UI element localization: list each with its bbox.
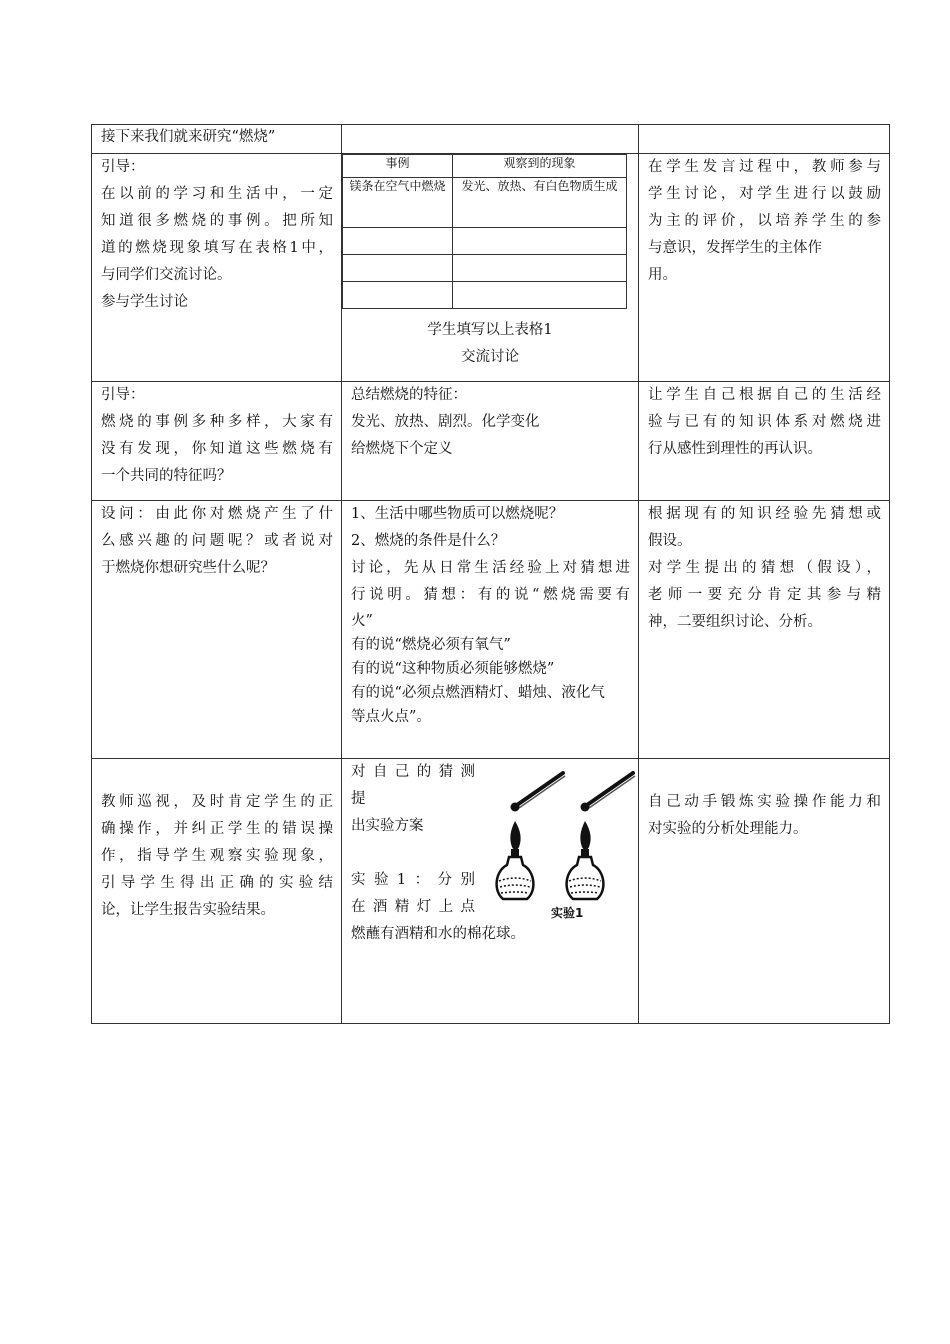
cell-intro xyxy=(92,125,342,154)
text-line: 于燃烧你想研究些什么呢？ xyxy=(101,560,275,576)
text-line: 行从感性到理性的再认识。 xyxy=(648,441,822,457)
cell-design-intent xyxy=(639,759,890,1024)
table-cell xyxy=(453,228,627,255)
text-line: 道的燃烧现象填写在表格1中， xyxy=(101,240,333,256)
cell-teacher-activity xyxy=(92,759,342,1024)
text-line: 在学生发言过程中，教师参与 xyxy=(648,159,881,175)
text-line: 对自己的猜测 xyxy=(351,764,475,780)
text-line: 有的说“这种物质必须能够燃烧” xyxy=(351,661,555,677)
table-1 xyxy=(342,154,627,309)
text-line: 给燃烧下个定义 xyxy=(351,441,453,457)
table-cell xyxy=(453,255,627,282)
cell-design-intent xyxy=(639,501,890,759)
caption-line: 学生填写以上表格1 xyxy=(427,322,553,338)
text-line: 有的说“必须点燃酒精灯、蜡烛、液化气 xyxy=(351,685,605,701)
cell-teacher-activity xyxy=(92,154,342,382)
text-line: 一个共同的特征吗？ xyxy=(101,468,232,484)
text-line: 在酒精灯上点 xyxy=(351,899,475,915)
cell-student-activity xyxy=(342,154,639,382)
text-line: 讨论，先从日常生活经验上对猜想进 xyxy=(351,560,630,576)
text-line: 验与已有的知识体系对燃烧进 xyxy=(648,414,881,430)
text-line: 让学生自己根据自己的生活经 xyxy=(648,387,881,403)
text-line: 等点火点”。 xyxy=(351,709,431,725)
heading: 引导： xyxy=(101,159,145,175)
text-line: 用。 xyxy=(648,267,677,283)
text-line: 发光、放热、剧烈。化学变化 xyxy=(351,414,540,430)
text-line: 设问：由此你对燃烧产生了什 xyxy=(101,506,333,522)
cell-student-activity xyxy=(342,759,639,1024)
cell-design-intent xyxy=(639,154,890,382)
table-cell: 镁条在空气中燃烧 xyxy=(343,178,453,228)
tongs-icon xyxy=(581,773,636,812)
text-line: 引导学生得出正确的实验结 xyxy=(101,875,333,891)
text-line: 与意识，发挥学生的主体作 xyxy=(648,240,822,256)
text-line: 出实验方案 xyxy=(351,818,424,834)
text-line: 假设。 xyxy=(648,533,692,549)
table-cell: 发光、放热、有白色物质生成 xyxy=(453,178,627,228)
figure-caption: 实验1 xyxy=(551,906,584,920)
text-line: 教师巡视，及时肯定学生的正 xyxy=(101,794,333,810)
alcohol-lamp-icon xyxy=(567,821,604,899)
text-line: 么感兴趣的问题呢？或者说对 xyxy=(101,533,333,549)
table-row xyxy=(343,228,627,255)
cell-design-intent xyxy=(639,382,890,501)
table-row xyxy=(92,759,890,1024)
text-line: 在以前的学习和生活中，一定 xyxy=(101,186,333,202)
text-line: 有的说“燃烧必须有氧气” xyxy=(351,637,511,653)
text-line: 提 xyxy=(351,791,366,807)
text-line: 没有发现，你知道这些燃烧有 xyxy=(101,441,333,457)
table-row xyxy=(92,501,890,759)
table-row xyxy=(343,282,627,309)
lesson-plan-table xyxy=(91,124,890,1024)
cell-empty xyxy=(639,125,890,154)
cell-student-activity xyxy=(342,382,639,501)
text-line: 论，让学生报告实验结果。 xyxy=(101,902,275,918)
text-line: 根据现有的知识经验先猜想或 xyxy=(648,506,881,522)
tongs-icon xyxy=(511,773,566,812)
text-line: 燃烧的事例多种多样，大家有 xyxy=(101,414,333,430)
header-cell: 事例 xyxy=(343,155,453,178)
table-row xyxy=(343,155,627,178)
text-line: 1、生活中哪些物质可以燃烧呢？ xyxy=(351,506,564,522)
text-line: 知道很多燃烧的事例。把所知 xyxy=(101,213,333,229)
text-line: 引导： xyxy=(101,387,145,403)
alcohol-lamp-illustration xyxy=(493,765,643,925)
table-cell xyxy=(343,282,453,309)
text-line: 与同学们交流讨论。 xyxy=(101,267,232,283)
text-line: 行说明。猜想：有的说“燃烧需要有 xyxy=(351,587,630,603)
text-line: 自己动手锻炼实验操作能力和 xyxy=(648,794,881,810)
text-line: 参与学生讨论 xyxy=(101,294,188,310)
alcohol-lamp-icon xyxy=(497,821,534,899)
text-line: 作，指导学生观察实验现象， xyxy=(101,848,333,864)
cell-student-activity xyxy=(342,501,639,759)
table-row xyxy=(343,255,627,282)
text-line: 对实验的分析处理能力。 xyxy=(648,821,808,837)
table-row xyxy=(92,125,890,154)
header-cell: 观察到的现象 xyxy=(453,155,627,178)
intro-text: 接下来我们就来研究“燃烧” xyxy=(101,129,276,145)
table-cell xyxy=(343,255,453,282)
text-line: 确操作，并纠正学生的错误操 xyxy=(101,821,333,837)
text-line: 火” xyxy=(351,613,373,629)
caption-line: 交流讨论 xyxy=(461,349,519,365)
cell-teacher-activity xyxy=(92,501,342,759)
table-row xyxy=(92,382,890,501)
table-row xyxy=(343,178,627,228)
cell-teacher-activity xyxy=(92,382,342,501)
text-line: 学生讨论，对学生进行以鼓励 xyxy=(648,186,881,202)
text-line: 老师一要充分肯定其参与精 xyxy=(648,587,881,603)
experiment-block xyxy=(351,759,630,1019)
table-row xyxy=(92,154,890,382)
text-line: 2、燃烧的条件是什么？ xyxy=(351,533,506,549)
text-line: 神，二要组织讨论、分析。 xyxy=(648,614,822,630)
text-line: 燃蘸有酒精和水的棉花球。 xyxy=(351,926,525,942)
text-line: 实验1：分别 xyxy=(351,872,475,888)
table-cell xyxy=(343,228,453,255)
text-line: 对学生提出的猜想（假设）， xyxy=(648,560,881,576)
table-cell xyxy=(453,282,627,309)
cell-empty xyxy=(342,125,639,154)
text-line: 总结燃烧的特征： xyxy=(351,387,467,403)
text-line: 为主的评价，以培养学生的参 xyxy=(648,213,881,229)
